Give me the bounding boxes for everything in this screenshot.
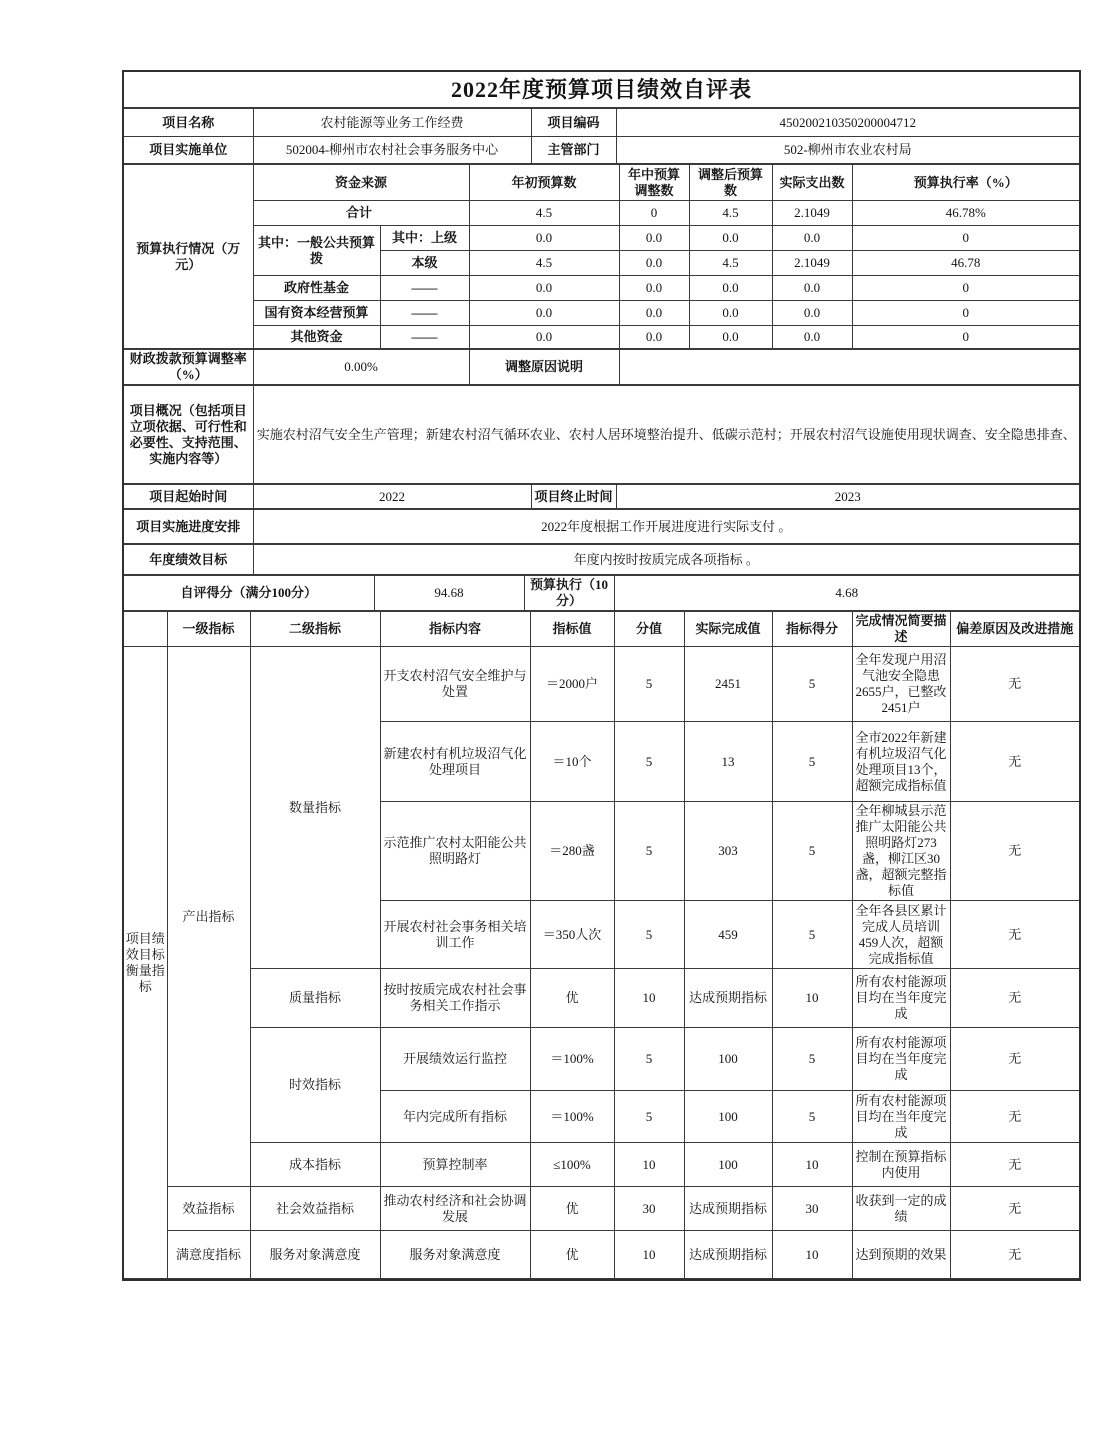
- level2-quality: 质量指标: [250, 969, 380, 1028]
- gov-fund-initial: 0.0: [469, 276, 619, 301]
- level2-cost: 成本指标: [250, 1143, 380, 1187]
- gov-fund-mid: 0.0: [619, 276, 689, 301]
- indicator-actual: 达成预期指标: [684, 969, 772, 1028]
- schedule-label: 项目实施进度安排: [124, 510, 253, 544]
- upper-spent: 0.0: [772, 226, 852, 251]
- adjusted-budget-header: 调整后预算数: [689, 165, 772, 201]
- implementing-unit-label: 项目实施单位: [124, 137, 253, 164]
- indicator-score: 10: [614, 1231, 684, 1279]
- local-initial: 4.5: [469, 251, 619, 276]
- indicator-deviation: 无: [950, 647, 1079, 722]
- indicator-points: 5: [772, 722, 852, 802]
- indicator-actual: 13: [684, 722, 772, 802]
- annual-goal-label: 年度绩效目标: [124, 545, 253, 575]
- level2-social-benefit: 社会效益指标: [250, 1187, 380, 1231]
- indicator-content: 开展农村社会事务相关培训工作: [380, 901, 530, 969]
- schedule-table: [124, 509, 1079, 544]
- level2-service-satisfaction: 服务对象满意度: [250, 1231, 380, 1279]
- indicator-actual: 100: [684, 1028, 772, 1091]
- project-name-label: 项目名称: [124, 109, 253, 137]
- indicator-points: 10: [772, 1231, 852, 1279]
- indicator-row: [124, 1143, 1079, 1187]
- local-adjusted: 4.5: [689, 251, 772, 276]
- indicator-score: 10: [614, 1143, 684, 1187]
- content-header: 指标内容: [380, 612, 530, 647]
- indicator-content: 按时按质完成农村社会事务相关工作指示: [380, 969, 530, 1028]
- indicator-deviation: 无: [950, 722, 1079, 802]
- local-mid: 0.0: [619, 251, 689, 276]
- indicator-points: 5: [772, 647, 852, 722]
- self-score-value: 94.68: [374, 576, 524, 611]
- state-capital-adjusted: 0.0: [689, 301, 772, 326]
- indicator-row: [124, 1187, 1079, 1231]
- indicator-summary: 全年柳城县示范推广太阳能公共照明路灯273盏，柳江区30盏，超额完整指标值: [852, 802, 950, 901]
- adjustment-rate-value: 0.00%: [253, 350, 469, 385]
- upper-initial: 0.0: [469, 226, 619, 251]
- other-funds-initial: 0.0: [469, 326, 619, 349]
- indicator-content: 开展绩效运行监控: [380, 1028, 530, 1091]
- level1-benefit: 效益指标: [167, 1187, 250, 1231]
- execution-rate-header: 预算执行率（%）: [852, 165, 1079, 201]
- indicator-row: [124, 647, 1079, 722]
- state-capital-rate: 0: [852, 301, 1079, 326]
- start-date-value: 2022: [253, 485, 531, 509]
- indicator-target: ＝2000户: [530, 647, 614, 722]
- indicator-score: 5: [614, 722, 684, 802]
- adjustment-reason-label: 调整原因说明: [469, 350, 619, 385]
- public-budget-label: 其中：一般公共预算拨: [253, 226, 380, 276]
- upper-adjusted: 0.0: [689, 226, 772, 251]
- state-capital-label: 国有资本经营预算: [253, 301, 380, 326]
- gov-fund-label: 政府性基金: [253, 276, 380, 301]
- indicator-target: ＝10个: [530, 722, 614, 802]
- indicator-actual: 303: [684, 802, 772, 901]
- indicator-content: 预算控制率: [380, 1143, 530, 1187]
- indicator-content: 新建农村有机垃圾沼气化处理项目: [380, 722, 530, 802]
- local-level-label: 本级: [380, 251, 469, 276]
- indicators-table: [124, 611, 1079, 1279]
- indicator-score: 5: [614, 647, 684, 722]
- schedule-value: 2022年度根据工作开展进度进行实际支付 。: [253, 510, 1079, 544]
- other-funds-adjusted: 0.0: [689, 326, 772, 349]
- indicator-score: 10: [614, 969, 684, 1028]
- self-evaluation-table: [122, 70, 1081, 1281]
- indicator-target: ＝350人次: [530, 901, 614, 969]
- actual-header: 实际完成值: [684, 612, 772, 647]
- adjustment-reason-value: [619, 350, 1079, 385]
- indicator-deviation: 无: [950, 969, 1079, 1028]
- budget-row-total-label: 合计: [253, 201, 469, 226]
- start-date-label: 项目起始时间: [124, 485, 253, 509]
- project-code-label: 项目编码: [531, 109, 616, 137]
- score-header: 分值: [614, 612, 684, 647]
- indicator-points: 5: [772, 1091, 852, 1143]
- other-funds-dash: ——: [380, 326, 469, 349]
- indicator-content: 示范推广农村太阳能公共照明路灯: [380, 802, 530, 901]
- indicator-deviation: 无: [950, 1187, 1079, 1231]
- mid-year-adjust-header: 年中预算调整数: [619, 165, 689, 201]
- level1-header: 一级指标: [167, 612, 250, 647]
- indicators-side-label: 项目绩效目标衡量指标: [124, 647, 167, 1279]
- indicator-actual: 达成预期指标: [684, 1187, 772, 1231]
- indicator-deviation: 无: [950, 802, 1079, 901]
- budget-section-label: 预算执行情况（万元）: [124, 165, 253, 349]
- indicator-deviation: 无: [950, 1091, 1079, 1143]
- gov-fund-adjusted: 0.0: [689, 276, 772, 301]
- indicator-row: [124, 1231, 1079, 1279]
- total-initial: 4.5: [469, 201, 619, 226]
- annual-goal-value: 年度内按时按质完成各项指标 。: [253, 545, 1079, 575]
- upper-rate: 0: [852, 226, 1079, 251]
- self-score-table: [124, 575, 1079, 611]
- indicator-content: 年内完成所有指标: [380, 1091, 530, 1143]
- project-name-value: 农村能源等业务工作经费: [253, 109, 531, 137]
- indicator-corner-cell: [124, 612, 167, 647]
- other-funds-mid: 0.0: [619, 326, 689, 349]
- project-code-value: 450200210350200004712: [616, 109, 1079, 137]
- indicator-content: 推动农村经济和社会协调发展: [380, 1187, 530, 1231]
- indicator-actual: 达成预期指标: [684, 1231, 772, 1279]
- project-info-table: [124, 108, 1079, 164]
- self-score-label: 自评得分（满分100分）: [124, 576, 374, 611]
- budget-execution-table: [124, 164, 1079, 349]
- level1-output: 产出指标: [167, 647, 250, 1187]
- indicator-points: 5: [772, 1028, 852, 1091]
- indicator-points: 5: [772, 901, 852, 969]
- total-spent: 2.1049: [772, 201, 852, 226]
- indicator-points: 30: [772, 1187, 852, 1231]
- indicator-row: [124, 969, 1079, 1028]
- implementing-unit-value: 502004-柳州市农村社会事务服务中心: [253, 137, 531, 164]
- level2-timeliness: 时效指标: [250, 1028, 380, 1143]
- indicator-target: ＝100%: [530, 1028, 614, 1091]
- overview-label: 项目概况（包括项目立项依据、可行性和必要性、支持范围、实施内容等）: [124, 386, 253, 484]
- project-overview-table: [124, 385, 1079, 484]
- target-header: 指标值: [530, 612, 614, 647]
- budget-exec-score-value: 4.68: [614, 576, 1079, 611]
- indicator-deviation: 无: [950, 1231, 1079, 1279]
- indicator-content: 服务对象满意度: [380, 1231, 530, 1279]
- other-funds-label: 其他资金: [253, 326, 380, 349]
- local-spent: 2.1049: [772, 251, 852, 276]
- indicator-summary: 控制在预算指标内使用: [852, 1143, 950, 1187]
- indicator-content: 开支农村沼气安全维护与处置: [380, 647, 530, 722]
- adjustment-rate-label: 财政拨款预算调整率（%）: [124, 350, 253, 385]
- initial-budget-header: 年初预算数: [469, 165, 619, 201]
- indicator-deviation: 无: [950, 901, 1079, 969]
- indicator-score: 30: [614, 1187, 684, 1231]
- indicator-actual: 100: [684, 1091, 772, 1143]
- annual-goal-table: [124, 544, 1079, 575]
- level2-header: 二级指标: [250, 612, 380, 647]
- upper-level-label: 其中：上级: [380, 226, 469, 251]
- indicator-score: 5: [614, 901, 684, 969]
- indicator-actual: 459: [684, 901, 772, 969]
- indicator-target: ＝280盏: [530, 802, 614, 901]
- indicator-actual: 2451: [684, 647, 772, 722]
- indicator-row: [124, 1028, 1079, 1091]
- budget-exec-score-label: 预算执行（10分）: [524, 576, 614, 611]
- indicator-summary: 全市2022年新建有机垃圾沼气化处理项目13个，超额完成指标值: [852, 722, 950, 802]
- indicator-summary: 所有农村能源项目均在当年度完成: [852, 969, 950, 1028]
- state-capital-mid: 0.0: [619, 301, 689, 326]
- gov-fund-dash: ——: [380, 276, 469, 301]
- indicator-summary: 全年各县区累计完成人员培训459人次，超额完成指标值: [852, 901, 950, 969]
- indicator-summary: 所有农村能源项目均在当年度完成: [852, 1091, 950, 1143]
- total-mid: 0: [619, 201, 689, 226]
- funding-source-header: 资金来源: [253, 165, 469, 201]
- indicator-deviation: 无: [950, 1028, 1079, 1091]
- gov-fund-spent: 0.0: [772, 276, 852, 301]
- indicator-target: ＝100%: [530, 1091, 614, 1143]
- indicator-points: 10: [772, 969, 852, 1028]
- indicator-summary: 所有农村能源项目均在当年度完成: [852, 1028, 950, 1091]
- page-title: 2022年度预算项目绩效自评表: [124, 72, 1079, 108]
- indicator-target: 优: [530, 1187, 614, 1231]
- indicator-score: 5: [614, 1028, 684, 1091]
- indicator-summary: 收获到一定的成绩: [852, 1187, 950, 1231]
- state-capital-initial: 0.0: [469, 301, 619, 326]
- indicator-target: 优: [530, 1231, 614, 1279]
- state-capital-dash: ——: [380, 301, 469, 326]
- upper-mid: 0.0: [619, 226, 689, 251]
- end-date-label: 项目终止时间: [531, 485, 616, 509]
- summary-header: 完成情况简要描述: [852, 612, 950, 647]
- level2-quantity: 数量指标: [250, 647, 380, 969]
- local-rate: 46.78: [852, 251, 1079, 276]
- indicator-points: 10: [772, 1143, 852, 1187]
- indicator-summary: 达到预期的效果: [852, 1231, 950, 1279]
- indicator-summary: 全年发现户用沼气池安全隐患2655户，已整改2451户: [852, 647, 950, 722]
- gov-fund-rate: 0: [852, 276, 1079, 301]
- other-funds-rate: 0: [852, 326, 1079, 349]
- actual-spent-header: 实际支出数: [772, 165, 852, 201]
- total-rate: 46.78%: [852, 201, 1079, 226]
- total-adjusted: 4.5: [689, 201, 772, 226]
- deviation-header: 偏差原因及改进措施: [950, 612, 1079, 647]
- indicator-deviation: 无: [950, 1143, 1079, 1187]
- department-value: 502-柳州市农业农村局: [616, 137, 1079, 164]
- level1-satisfaction: 满意度指标: [167, 1231, 250, 1279]
- department-label: 主管部门: [531, 137, 616, 164]
- end-date-value: 2023: [616, 485, 1079, 509]
- indicator-points: 5: [772, 802, 852, 901]
- indicator-score: 5: [614, 802, 684, 901]
- indicator-target: 优: [530, 969, 614, 1028]
- indicator-target: ≤100%: [530, 1143, 614, 1187]
- indicator-score: 5: [614, 1091, 684, 1143]
- project-dates-table: [124, 484, 1079, 509]
- other-funds-spent: 0.0: [772, 326, 852, 349]
- adjustment-rate-table: [124, 349, 1079, 385]
- state-capital-spent: 0.0: [772, 301, 852, 326]
- indicator-actual: 100: [684, 1143, 772, 1187]
- overview-value: 实施农村沼气安全生产管理；新建农村沼气循环农业、农村人居环境整治提升、低碳示范村；开展农村沼气设施使用现状调查、安全隐患排查、: [253, 386, 1079, 484]
- points-header: 指标得分: [772, 612, 852, 647]
